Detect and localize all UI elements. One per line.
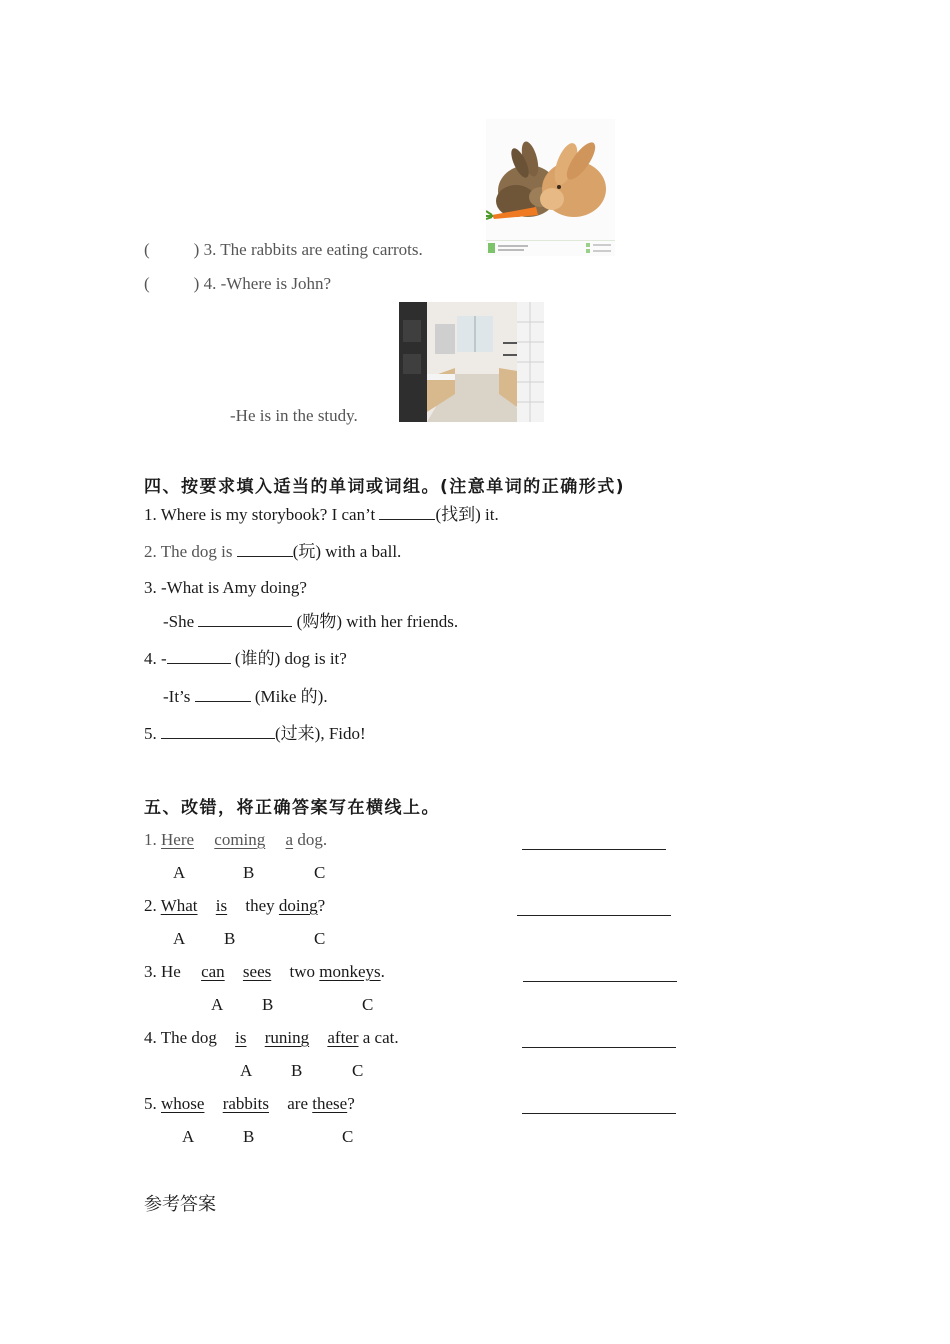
s4-blank-3[interactable] <box>198 612 292 627</box>
q3-text: 3. The rabbits are eating carrots. <box>203 240 423 259</box>
section4-title: 四、按要求填入适当的单词或词组。(注意单词的正确形式) <box>144 477 626 497</box>
s4-blank-2[interactable] <box>237 542 293 557</box>
s4-item-3b: -She (购物) with her friends. <box>163 612 459 631</box>
reference-answers-heading: 参考答案 <box>144 1194 216 1214</box>
s5-1-label-c: C <box>314 863 326 882</box>
s5-item-4: 4. The dog is runing after a cat. <box>144 1028 399 1047</box>
s5-4-label-a: A <box>240 1061 253 1080</box>
s4-blank-5[interactable] <box>195 687 251 702</box>
s5-1-label-a: A <box>173 863 186 882</box>
q4-paren-close: ) <box>193 274 200 293</box>
s4-item-2: 2. The dog is (玩) with a ball. <box>144 542 402 561</box>
q4-paren-open: ( <box>144 274 150 293</box>
s5-item-3: 3. He can sees two monkeys. <box>144 962 385 981</box>
s5-answer-line-4[interactable] <box>522 1047 676 1048</box>
s5-answer-line-1[interactable] <box>522 849 666 850</box>
s5-5-label-a: A <box>182 1127 195 1146</box>
s5-2-word-c: doing <box>278 896 318 915</box>
q4-text: 4. -Where is John? <box>203 274 332 293</box>
s5-1-word-c: a <box>285 830 294 849</box>
q4-answer: -He is in the study. <box>230 406 358 425</box>
rabbits-eating-carrot-image <box>486 119 615 256</box>
s5-4-word-a: is <box>235 1028 247 1047</box>
s5-2-label-c: C <box>314 929 326 948</box>
s5-item-2: 2. What is they doing? <box>144 896 326 915</box>
s4-item-4b: -It’s (Mike 的). <box>163 687 328 706</box>
s5-2-label-a: A <box>173 929 186 948</box>
s5-answer-line-2[interactable] <box>517 915 671 916</box>
s5-1-word-a: Here <box>161 830 195 849</box>
s4-item-1: 1. Where is my storybook? I can’t (找到) it. <box>144 505 499 524</box>
s5-3-word-c: monkeys <box>319 962 381 981</box>
s5-5-label-b: B <box>243 1127 255 1146</box>
s5-answer-line-5[interactable] <box>522 1113 676 1114</box>
s5-answer-line-3[interactable] <box>523 981 677 982</box>
q3-paren-open: ( <box>144 240 150 259</box>
s5-5-word-c: these <box>312 1094 348 1113</box>
s5-5-word-a: whose <box>161 1094 205 1113</box>
s5-item-1: 1. Here coming a dog. <box>144 830 328 849</box>
s4-item-4: 4. - (谁的) dog is it? <box>144 649 347 668</box>
s4-item-5: 5. (过来), Fido! <box>144 724 366 743</box>
q4-row <box>144 274 331 294</box>
s5-4-word-c: after <box>327 1028 359 1047</box>
s5-1-label-b: B <box>243 863 255 882</box>
s5-item-5: 5. whose rabbits are these? <box>144 1094 355 1113</box>
s5-5-word-b: rabbits <box>222 1094 269 1113</box>
s4-blank-1[interactable] <box>379 505 435 520</box>
q3-row <box>144 240 423 260</box>
s5-4-label-b: B <box>291 1061 303 1080</box>
s5-2-word-a: What <box>160 896 198 915</box>
s5-2-label-b: B <box>224 929 236 948</box>
s5-5-label-c: C <box>342 1127 354 1146</box>
s5-3-word-a: can <box>201 962 225 981</box>
s5-1-word-b: coming <box>214 830 266 849</box>
section5-title: 五、改错，将正确答案写在横线上。 <box>144 798 440 818</box>
s5-4-label-c: C <box>352 1061 364 1080</box>
kitchen-image <box>399 302 544 422</box>
s5-3-word-b: sees <box>242 962 272 981</box>
s5-3-label-c: C <box>362 995 374 1014</box>
s5-2-word-b: is <box>215 896 228 915</box>
s5-4-word-b: runing <box>264 1028 310 1047</box>
s4-blank-4[interactable] <box>167 649 231 664</box>
s4-item-3: 3. -What is Amy doing? <box>144 578 307 597</box>
s5-3-label-b: B <box>262 995 274 1014</box>
q3-paren-close: ) <box>193 240 200 259</box>
s4-blank-6[interactable] <box>161 724 275 739</box>
s5-3-label-a: A <box>211 995 224 1014</box>
